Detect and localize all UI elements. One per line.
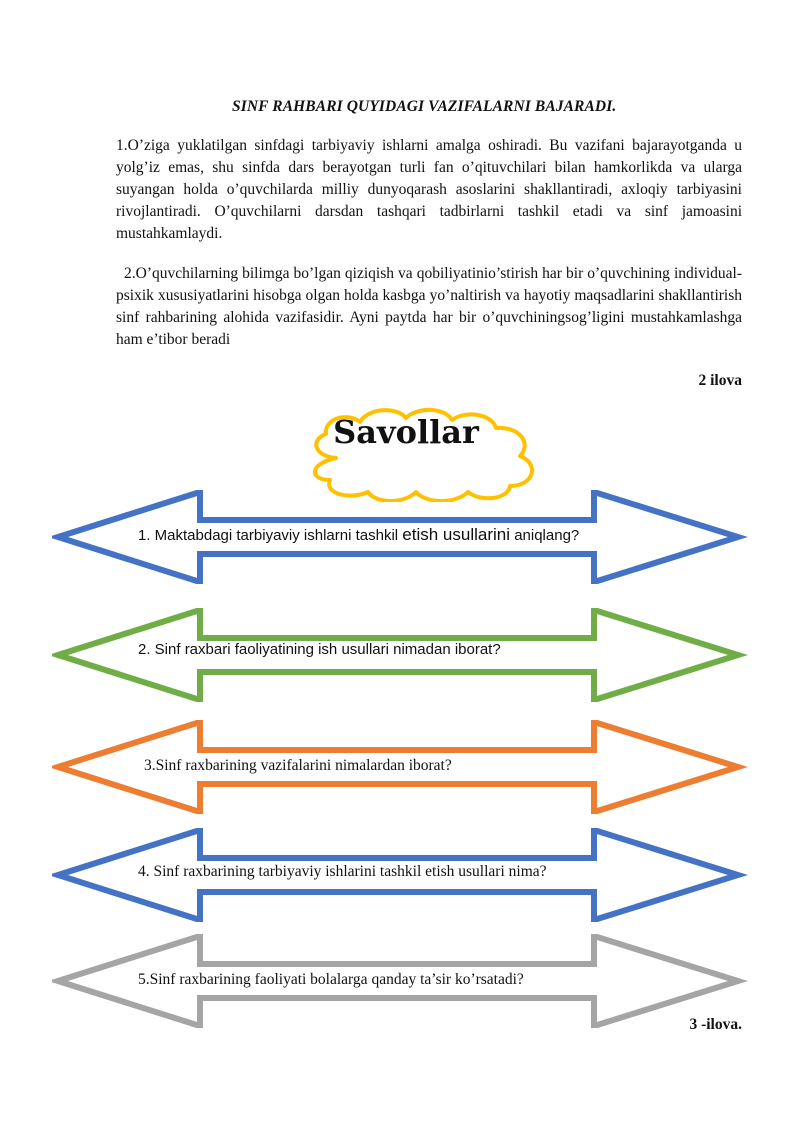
- question-1-part-c: aniqlang?: [510, 527, 580, 544]
- question-3: 3.Sinf raxbarining vazifalarini nimalardan iborat?: [144, 757, 452, 774]
- question-1-part-a: 1. Maktabdagi tarbiyaviy ishlarni tashkil: [138, 527, 403, 544]
- appendix-3-label: 3 -ilova.: [689, 1016, 742, 1033]
- question-4: 4. Sinf raxbarining tarbiyaviy ishlarini tashkil etish usullari nima?: [138, 863, 547, 880]
- paragraph-1: 1.O’ziga yuklatilgan sinfdagi tarbiyaviy ishlarni amalga oshiradi. Bu vazifani bajarayotganda u yolg’iz emas, shu sinfda dars berayotgan turli fan o’qituvchilari bilan hamkorlikda va ularga suyangan holda o’quvchilarda milliy dunyoqarash asoslarini shakllantiradi, axloqiy tarbiyasini rivojlantiradi. O’quvchilarni darsdan tashqari tadbirlarni tashkil etadi va sinf jamoasini mustahkamlaydi.: [116, 137, 742, 242]
- question-5: 5.Sinf raxbarining faoliyati bolalarga qanday ta’sir ko’rsatadi?: [138, 971, 524, 988]
- appendix-2-label: 2 ilova: [698, 372, 742, 389]
- document-heading: SINF RAHBARI QUYIDAGI VAZIFALARNI BAJARADI.: [232, 98, 617, 115]
- question-1: [138, 525, 579, 545]
- question-1-part-b: etish usullarini: [402, 525, 511, 544]
- paragraph-2: 2.O’quvchilarning bilimga bo’lgan qiziqish va qobiliyatinio’stirish har bir o’quvchining individual-psixik xususiyatlarini hisobga olgan holda kasbga yo’naltirish va hayotiy maqsadlarini shakllantirish sinf rahbarining alohida vazifasidir. Ayni paytda har bir o’quvchiningsog’ligini mustahkamlashga ham e’tibor beradi: [116, 265, 742, 348]
- question-2: 2. Sinf raxbari faoliyatining ish usullari nimadan iborat?: [138, 641, 501, 658]
- cloud-title: Savollar: [333, 413, 479, 451]
